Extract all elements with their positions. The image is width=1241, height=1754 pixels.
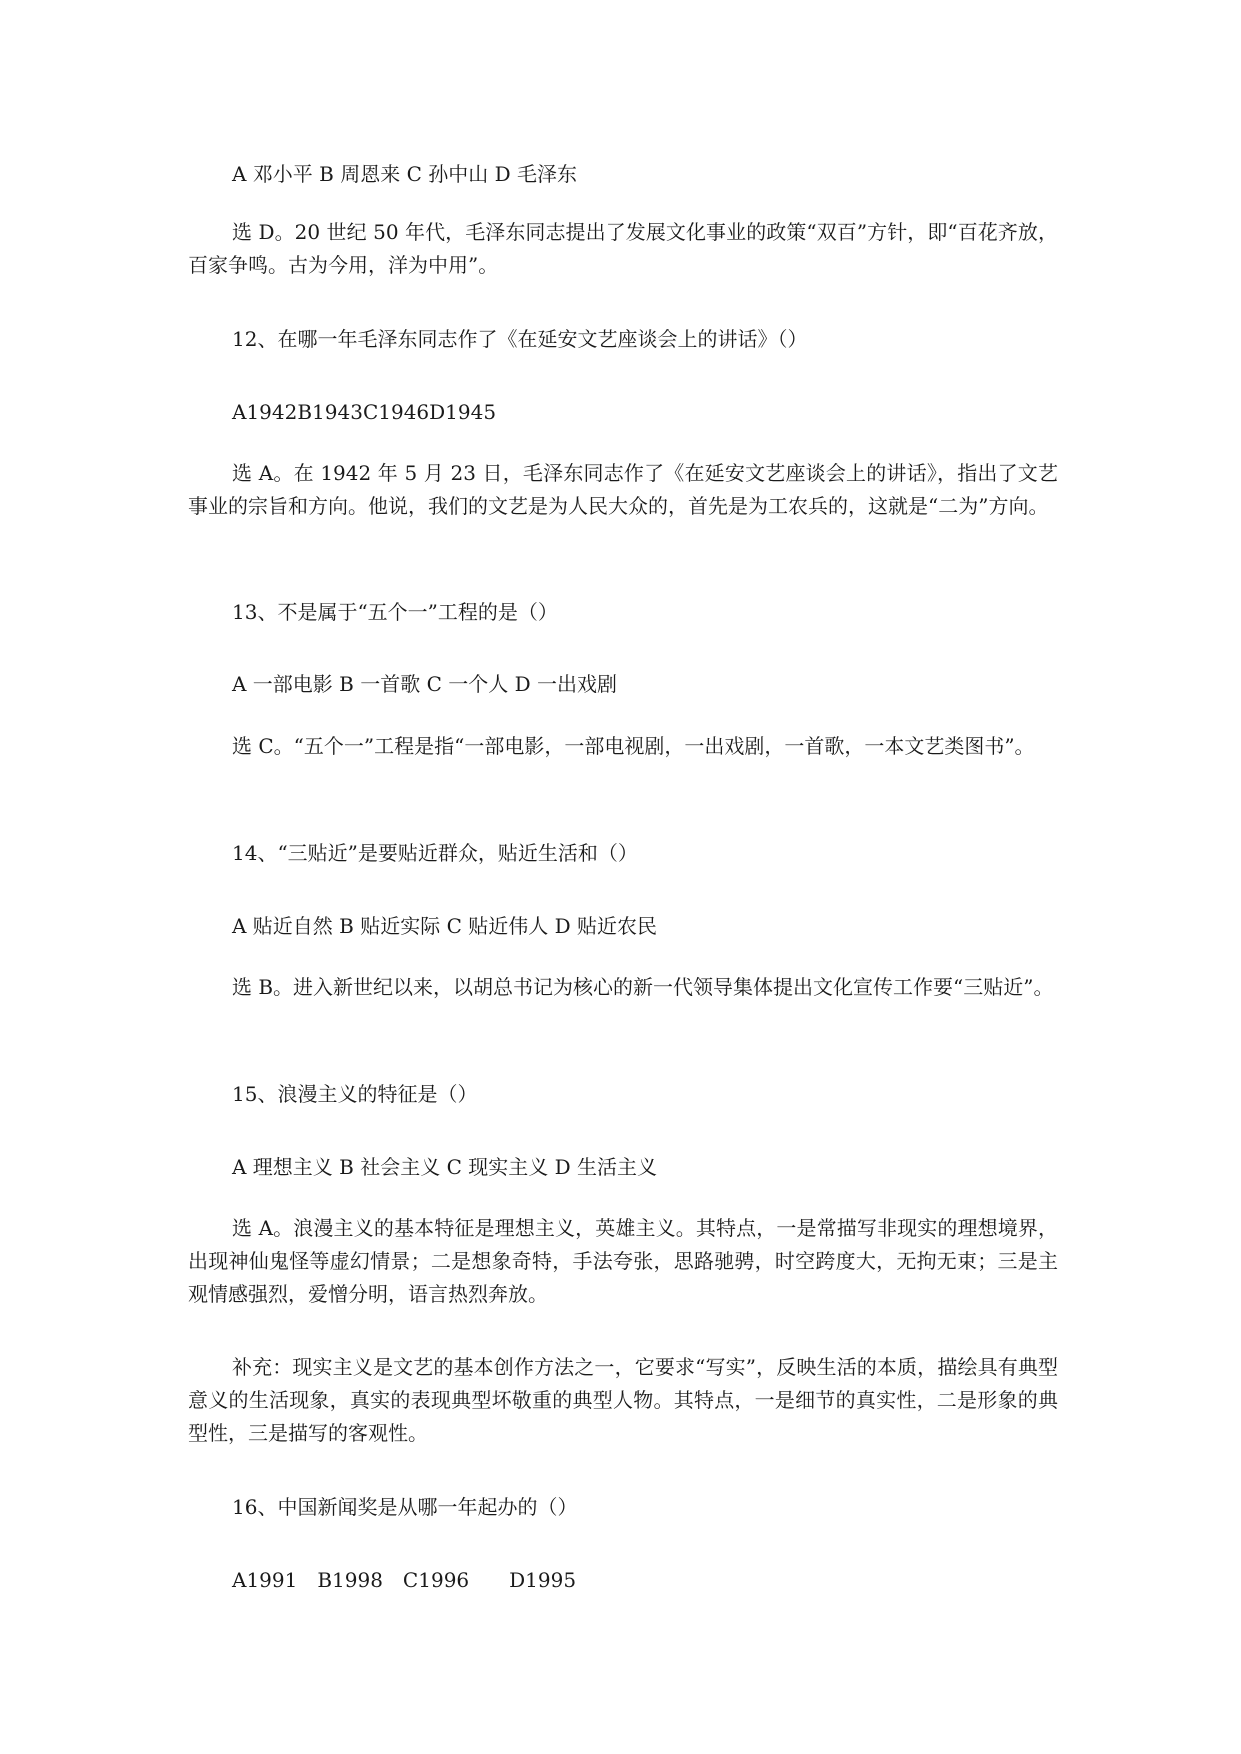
question-12: 12、在哪一年毛泽东同志作了《在延安文艺座谈会上的讲话》（） — [232, 327, 808, 351]
question-13: 13、不是属于“五个一”工程的是（） — [232, 600, 558, 624]
answer-explanation-15: 选 A。浪漫主义的基本特征是理想主义，英雄主义。其特点，一是常描写非现实的理想境界，出现神仙鬼怪等虚幻情景；二是想象奇特，手法夸张，思路驰骋，时空跨度大，无拘无束；三是主观情感强烈，爱憎分明，语言热烈奔放。 — [188, 1216, 1058, 1306]
answer-options-15: A 理想主义 B 社会主义 C 现实主义 D 生活主义 — [232, 1155, 657, 1179]
answer-options-14: A 贴近自然 B 贴近实际 C 贴近伟人 D 贴近农民 — [232, 914, 657, 938]
answer-options-12: A1942B1943C1946D1945 — [232, 400, 497, 424]
question-14: 14、“三贴近”是要贴近群众，贴近生活和（） — [232, 841, 638, 865]
answer-options-11: A 邓小平 B 周恩来 C 孙中山 D 毛泽东 — [232, 162, 577, 186]
answer-explanation-11: 选 D。20 世纪 50 年代，毛泽东同志提出了发展文化事业的政策“双百”方针，即“百花齐放，百家争鸣。古为今用，洋为中用”。 — [188, 220, 1058, 277]
supplement-note: 补充：现实主义是文艺的基本创作方法之一，它要求“写实”，反映生活的本质，描绘具有典型意义的生活现象，真实的表现典型坏敬重的典型人物。其特点，一是细节的真实性，二是形象的典型性，三是描写的客观性。 — [188, 1355, 1058, 1445]
answer-explanation-12: 选 A。在 1942 年 5 月 23 日，毛泽东同志作了《在延安文艺座谈会上的讲话》，指出了文艺事业的宗旨和方向。他说，我们的文艺是为人民大众的，首先是为工农兵的，这就是“二为”方向。 — [188, 461, 1058, 518]
answer-options-13: A 一部电影 B 一首歌 C 一个人 D 一出戏剧 — [232, 672, 617, 696]
answer-options-16: A1991 B1998 C1996 D1995 — [232, 1568, 577, 1592]
question-15: 15、浪漫主义的特征是（） — [232, 1082, 478, 1106]
answer-explanation-14: 选 B。进入新世纪以来，以胡总书记为核心的新一代领导集体提出文化宣传工作要“三贴近”。 — [232, 975, 1054, 999]
question-16: 16、中国新闻奖是从哪一年起办的（） — [232, 1495, 578, 1519]
answer-explanation-13: 选 C。“五个一”工程是指“一部电影，一部电视剧，一出戏剧，一首歌，一本文艺类图书”。 — [232, 734, 1035, 758]
